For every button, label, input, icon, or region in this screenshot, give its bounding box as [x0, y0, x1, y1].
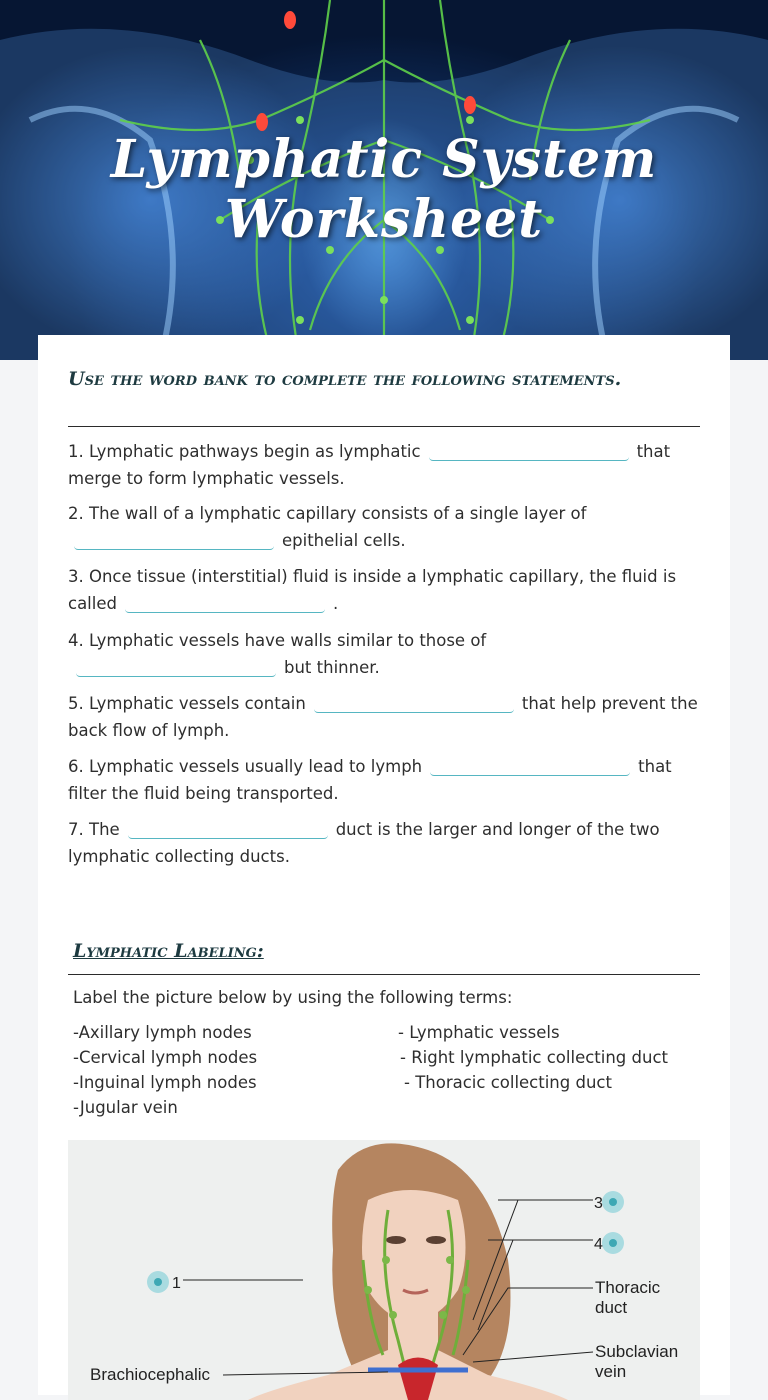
answer-blank-4[interactable] [76, 658, 276, 677]
worksheet-card [38, 335, 730, 1395]
section-heading-word-bank: Use the word bank to complete the following statements. [68, 368, 622, 390]
question-4 [68, 627, 700, 681]
question-text: . [332, 594, 339, 613]
question-text: that help prevent the back flow of lymph. [68, 694, 698, 740]
answer-blank-5[interactable] [314, 694, 514, 713]
label-vein: vein [595, 1362, 627, 1381]
label-brachiocephalic: Brachiocephalic [90, 1365, 211, 1384]
labeling-instructions: Label the picture below by using the following terms: [73, 988, 513, 1007]
term-right-2: - Right lymphatic collecting duct [400, 1048, 668, 1067]
question-text: 7. The [68, 820, 120, 839]
label-4: 4 [594, 1236, 603, 1253]
label-3: 3 [594, 1195, 603, 1212]
question-text: 2. The wall of a lymphatic capillary consists of a single layer of [68, 504, 587, 523]
label-subclavian: Subclavian [595, 1342, 679, 1361]
question-text: 1. Lymphatic pathways begin as lymphatic [68, 442, 421, 461]
question-3 [68, 563, 700, 617]
question-text: but thinner. [284, 658, 380, 677]
question-text: 3. Once tissue (interstitial) fluid is inside a lymphatic capillary, the fluid is called [68, 567, 677, 613]
term-right-3: - Thoracic collecting duct [404, 1073, 612, 1092]
term-left-4: -Jugular vein [73, 1098, 178, 1117]
question-5 [68, 690, 700, 744]
answer-blank-6[interactable] [430, 757, 630, 776]
question-1 [68, 438, 700, 492]
question-7 [68, 816, 700, 870]
answer-blank-2[interactable] [74, 531, 274, 550]
term-right-1: - Lymphatic vessels [398, 1023, 560, 1042]
question-2 [68, 500, 700, 554]
label-duct: duct [595, 1298, 628, 1317]
question-text: epithelial cells. [282, 531, 406, 550]
label-1: 1 [172, 1275, 181, 1292]
question-text: that filter the fluid being transported. [68, 757, 672, 803]
header-banner [0, 0, 768, 360]
label-thoracic: Thoracic [595, 1278, 661, 1297]
anatomy-figure [68, 1140, 700, 1400]
question-6 [68, 753, 700, 807]
lymphatic-figure-drawing [68, 1140, 700, 1400]
term-left-3: -Inguinal lymph nodes [73, 1073, 257, 1092]
divider [68, 974, 700, 975]
question-text: duct is the larger and longer of the two lymphatic collecting ducts. [68, 820, 660, 866]
question-text: that merge to form lymphatic vessels. [68, 442, 671, 488]
section-heading-labeling: Lymphatic Labeling: [73, 940, 264, 962]
term-left-2: -Cervical lymph nodes [73, 1048, 258, 1067]
answer-blank-7[interactable] [128, 820, 328, 839]
question-text: 6. Lymphatic vessels usually lead to lymph [68, 757, 423, 776]
answer-blank-3[interactable] [125, 594, 325, 613]
divider [68, 426, 700, 427]
term-left-1: -Axillary lymph nodes [73, 1023, 252, 1042]
question-text: 5. Lymphatic vessels contain [68, 694, 306, 713]
page-title: Lymphatic System Worksheet [110, 129, 658, 250]
question-text: 4. Lymphatic vessels have walls similar to those of [68, 631, 487, 650]
answer-blank-1[interactable] [429, 442, 629, 461]
